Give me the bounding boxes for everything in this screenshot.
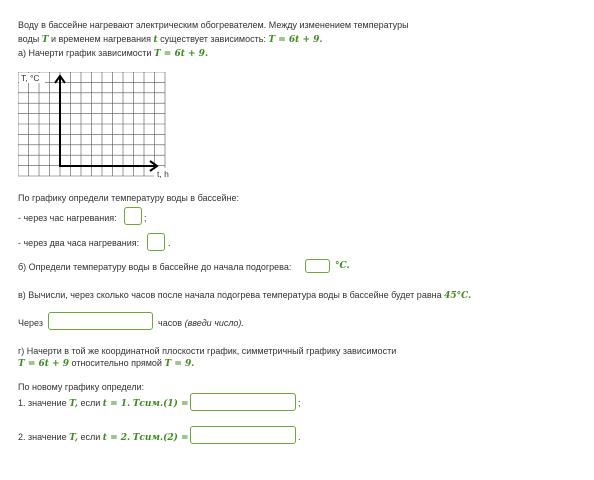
n2-answer-input[interactable] — [190, 426, 296, 444]
grid-lines — [18, 72, 165, 176]
q1-label: - через час нагревания: — [18, 213, 117, 223]
y-axis-label: T, °C — [21, 73, 40, 83]
hours-label: часов — [158, 318, 183, 328]
x-axis-label: t, h — [157, 169, 169, 179]
part-b-unit: °C. — [335, 261, 350, 271]
coordinate-grid[interactable] — [18, 72, 178, 190]
new-graph-heading: По новому графику определи: — [18, 382, 145, 392]
part-g-text: относительно прямой — [71, 358, 162, 368]
n1-end: ; — [298, 398, 301, 408]
problem-intro-line2 — [18, 34, 323, 45]
n2-if: если — [80, 432, 101, 442]
part-g-line2 — [18, 358, 194, 369]
var-t: t — [153, 35, 158, 45]
part-b-answer-input[interactable] — [305, 259, 330, 273]
n1-answer-input[interactable] — [190, 393, 296, 411]
n1-var-T: T, — [69, 399, 78, 409]
intro-text-c: существует зависимость: — [160, 34, 266, 44]
q1-end: ; — [144, 213, 147, 223]
part-v-line — [18, 290, 471, 301]
input-hint: (введи число). — [184, 318, 244, 328]
q2-end: . — [168, 238, 171, 248]
read-graph-heading: По графику определи температуру воды в бассейне: — [18, 193, 240, 203]
n1-expression: Tсим.(1) = — [132, 399, 189, 409]
part-g-line1: г) Начерти в той же координатной плоскости график, симметричный графику зависимости — [18, 346, 397, 356]
part-v-temperature: 45°C. — [444, 291, 472, 301]
part-g-formula2: T = 9. — [164, 359, 195, 369]
problem-intro-line1: Воду в бассейне нагревают электрическим обогревателем. Между изменением температуры — [18, 20, 409, 30]
n1-condition: t = 1. — [102, 399, 131, 409]
n2-prefix: 2. значение — [18, 432, 67, 442]
intro-text-b: и временем нагревания — [50, 34, 151, 44]
hours-line — [158, 318, 244, 328]
part-v-answer-input[interactable] — [48, 312, 153, 330]
part-g-formula1: T = 6t + 9 — [18, 359, 69, 369]
intro-text-a: воды — [18, 34, 40, 44]
q2-label: - через два часа нагревания: — [18, 238, 140, 248]
through-label: Через — [18, 318, 43, 328]
part-a-label: а) Начерти график зависимости — [18, 48, 152, 58]
n1-prefix: 1. значение — [18, 398, 67, 408]
n1-if: если — [80, 398, 101, 408]
n2-expression: Tсим.(2) = — [132, 433, 189, 443]
formula-main: T = 6t + 9. — [268, 35, 323, 45]
q1-answer-input[interactable] — [124, 207, 142, 225]
n2-condition: t = 2. — [102, 433, 131, 443]
part-a-line — [18, 48, 208, 59]
n2-end: . — [298, 432, 301, 442]
n2-line — [18, 432, 189, 443]
q2-answer-input[interactable] — [147, 233, 165, 251]
part-b-label: б) Определи температуру воды в бассейне до начала подогрева: — [18, 262, 292, 272]
n2-var-T: T, — [69, 433, 78, 443]
n1-line — [18, 398, 189, 409]
part-v-label: в) Вычисли, через сколько часов после начала подогрева температура воды в бассейне будет равна — [18, 290, 442, 300]
var-T: T — [41, 35, 49, 45]
formula-part-a: T = 6t + 9. — [153, 49, 209, 59]
